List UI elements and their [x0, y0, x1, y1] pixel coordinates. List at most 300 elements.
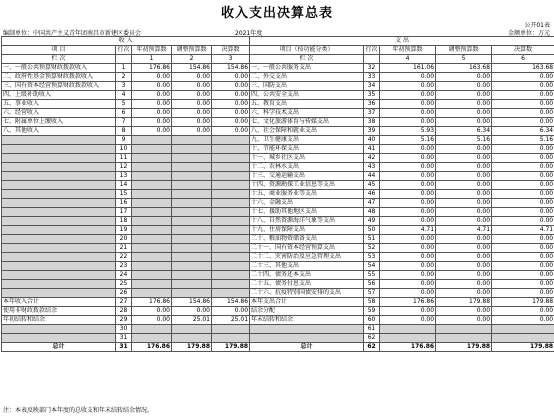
expense-row-no: 49: [364, 217, 380, 226]
expense-final: 0.00: [492, 235, 554, 244]
expense-initial: 0.00: [380, 316, 436, 325]
column-number: 4: [380, 55, 436, 64]
expense-adjusted: 0.00: [436, 262, 492, 271]
income-initial: 176.86: [132, 298, 172, 307]
income-initial: 0.00: [132, 82, 172, 91]
income-final: [212, 217, 250, 226]
column-number: 1: [132, 55, 172, 64]
table-row: [2, 91, 554, 100]
expense-initial: 176.86: [380, 343, 436, 352]
income-adjusted: [172, 253, 212, 262]
expense-item: 八、社会保障和就业支出: [250, 127, 364, 136]
expense-row-no: 33: [364, 73, 380, 82]
income-item: [2, 253, 116, 262]
expense-item: 年末结转和结余: [250, 316, 364, 325]
income-item: 总计: [2, 343, 116, 352]
expense-item: 十七、援助其他地区支出: [250, 208, 364, 217]
expense-row-no: 56: [364, 280, 380, 289]
expense-final: 0.00: [492, 145, 554, 154]
expense-initial: 0.00: [380, 208, 436, 217]
income-initial: [132, 334, 172, 343]
expense-final: 0.00: [492, 253, 554, 262]
expense-row-no: 61: [364, 325, 380, 334]
income-initial: [132, 181, 172, 190]
expense-adjusted: 5.16: [436, 136, 492, 145]
expense-item: 十、节能环保支出: [250, 145, 364, 154]
form-number: 公开01表: [524, 22, 550, 29]
income-item: [2, 154, 116, 163]
table-row: [2, 181, 554, 190]
income-item: [2, 289, 116, 298]
expense-initial: 5.93: [380, 127, 436, 136]
income-item: [2, 226, 116, 235]
expense-initial: 0.00: [380, 262, 436, 271]
income-final: 0.00: [212, 118, 250, 127]
table-row: [2, 199, 554, 208]
expense-item: 本年支出合计: [250, 298, 364, 307]
income-item: 本年收入合计: [2, 298, 116, 307]
income-item: 四、上级补助收入: [2, 91, 116, 100]
income-adjusted: [172, 172, 212, 181]
income-adjusted: [172, 325, 212, 334]
income-final: 154.86: [212, 298, 250, 307]
income-adjusted: [172, 271, 212, 280]
income-item: [2, 199, 116, 208]
table-row: [2, 289, 554, 298]
income-adjusted: [172, 199, 212, 208]
income-row-no: 28: [116, 307, 132, 316]
income-row-no: 17: [116, 208, 132, 217]
income-final: 25.01: [212, 316, 250, 325]
final-account-header: 决算数: [492, 46, 554, 55]
income-row-no: 22: [116, 253, 132, 262]
income-item: [2, 181, 116, 190]
income-initial: 0.00: [132, 100, 172, 109]
budget-table: [1, 36, 554, 352]
expense-item: 一、一般公共服务支出: [250, 64, 364, 73]
expense-final: 0.00: [492, 271, 554, 280]
income-initial: 0.00: [132, 73, 172, 82]
income-adjusted: 0.00: [172, 307, 212, 316]
expense-adjusted: 0.00: [436, 91, 492, 100]
income-row-no: 27: [116, 298, 132, 307]
expense-item: 七、文化旅游体育与传媒支出: [250, 118, 364, 127]
expense-initial: 0.00: [380, 253, 436, 262]
income-initial: [132, 145, 172, 154]
expense-final: 0.00: [492, 190, 554, 199]
income-row-no: 26: [116, 289, 132, 298]
income-final: [212, 145, 250, 154]
expense-adjusted: 0.00: [436, 289, 492, 298]
income-adjusted: [172, 280, 212, 289]
expense-adjusted: 0.00: [436, 190, 492, 199]
expense-row-no: 59: [364, 307, 380, 316]
income-header: 收 入: [2, 37, 250, 46]
expense-item: 十四、资源勘探工业信息等支出: [250, 181, 364, 190]
income-item: 二、政府性基金预算财政拨款收入: [2, 73, 116, 82]
income-row-no: 18: [116, 217, 132, 226]
column-number: 3: [212, 55, 250, 64]
expense-item: 二十二、灾害防治及应急管理支出: [250, 253, 364, 262]
income-row-no: 30: [116, 325, 132, 334]
table-row: [2, 253, 554, 262]
income-item: [2, 262, 116, 271]
row-no-header: 行次: [365, 46, 378, 53]
income-initial: [132, 172, 172, 181]
income-initial: [132, 253, 172, 262]
income-initial: [132, 235, 172, 244]
expense-row-no: 51: [364, 235, 380, 244]
expense-adjusted: 0.00: [436, 154, 492, 163]
expense-item: 二十四、债务还本支出: [250, 271, 364, 280]
expense-item-header: 项目（按功能分类）: [250, 46, 364, 55]
income-row-no: 10: [116, 145, 132, 154]
expense-adjusted: 0.00: [436, 172, 492, 181]
income-initial: [132, 271, 172, 280]
table-row: [2, 145, 554, 154]
expense-final: 6.34: [492, 127, 554, 136]
income-final: 0.00: [212, 82, 250, 91]
expense-final: 0.00: [492, 172, 554, 181]
income-row-no: 11: [116, 154, 132, 163]
expense-initial: 0.00: [380, 307, 436, 316]
income-row-no: 29: [116, 316, 132, 325]
expense-item: 二十一、国有资本经营预算支出: [250, 244, 364, 253]
expense-final: 0.00: [492, 217, 554, 226]
income-row-no: 3: [116, 82, 132, 91]
income-initial: [132, 208, 172, 217]
expense-row-no: 36: [364, 100, 380, 109]
expense-item: 二十三、其他支出: [250, 262, 364, 271]
expense-item: 十六、金融支出: [250, 199, 364, 208]
expense-adjusted: 4.71: [436, 226, 492, 235]
expense-final: 0.00: [492, 262, 554, 271]
expense-initial: 4.71: [380, 226, 436, 235]
income-initial: [132, 163, 172, 172]
income-final: [212, 154, 250, 163]
page-title: 收入支出决算总表: [220, 6, 333, 21]
expense-item: 结余分配: [250, 307, 364, 316]
income-initial: 0.00: [132, 118, 172, 127]
expense-row-no: 40: [364, 136, 380, 145]
expense-initial: 0.00: [380, 181, 436, 190]
expense-row-no: 54: [364, 262, 380, 271]
income-item: [2, 190, 116, 199]
table-row: [2, 190, 554, 199]
income-initial: [132, 199, 172, 208]
income-item: 一、一般公共预算财政拨款收入: [2, 64, 116, 73]
expense-initial: 0.00: [380, 172, 436, 181]
expense-adjusted: 0.00: [436, 163, 492, 172]
expense-row-no: 57: [364, 289, 380, 298]
income-row-no: 2: [116, 73, 132, 82]
expense-item: [250, 325, 364, 334]
income-final: [212, 172, 250, 181]
income-row-no: 31: [116, 334, 132, 343]
table-row: [2, 208, 554, 217]
income-adjusted: 154.86: [172, 64, 212, 73]
expense-adjusted: 179.88: [436, 298, 492, 307]
table-row: [2, 109, 554, 118]
income-adjusted: [172, 208, 212, 217]
expense-final: 0.00: [492, 109, 554, 118]
income-adjusted: [172, 217, 212, 226]
currency-unit: 金额单位：万元: [507, 30, 550, 37]
income-row-no: 23: [116, 262, 132, 271]
income-final: [212, 280, 250, 289]
expense-row-no: 60: [364, 316, 380, 325]
income-final: [212, 325, 250, 334]
column-label: 栏 次: [250, 55, 364, 64]
income-final: 0.00: [212, 127, 250, 136]
column-number: 5: [436, 55, 492, 64]
income-item: [2, 325, 116, 334]
table-row: [2, 217, 554, 226]
empty-cell: [116, 55, 132, 64]
expense-item: 二、外交支出: [250, 73, 364, 82]
income-row-no: 16: [116, 199, 132, 208]
income-row-no: 1: [116, 64, 132, 73]
income-item: [2, 163, 116, 172]
expense-final: 163.68: [492, 64, 554, 73]
income-final: [212, 163, 250, 172]
expense-item: 六、科学技术支出: [250, 109, 364, 118]
expense-row-no: 46: [364, 190, 380, 199]
expense-item: 十三、交通运输支出: [250, 172, 364, 181]
income-initial: [132, 154, 172, 163]
table-row: [2, 226, 554, 235]
expense-adjusted: 6.34: [436, 127, 492, 136]
initial-budget-header: 年初预算数: [380, 46, 436, 55]
expense-final: 0.00: [492, 100, 554, 109]
expense-row-no: 34: [364, 82, 380, 91]
expense-initial: 0.00: [380, 244, 436, 253]
expense-row-no: 43: [364, 163, 380, 172]
adjusted-budget-header: 调整预算数: [436, 46, 492, 55]
expense-adjusted: 0.00: [436, 253, 492, 262]
final-account-header: 决算数: [212, 46, 250, 55]
income-adjusted: [172, 244, 212, 253]
expense-final: 0.00: [492, 73, 554, 82]
expense-final: 0.00: [492, 280, 554, 289]
table-row: [2, 334, 554, 343]
expense-row-no: 53: [364, 253, 380, 262]
expense-row-no: 62: [364, 343, 380, 352]
expense-initial: [380, 325, 436, 334]
income-row-no: 24: [116, 271, 132, 280]
income-adjusted: 0.00: [172, 127, 212, 136]
fiscal-year: 2021年度: [235, 30, 263, 37]
expense-row-no: 35: [364, 91, 380, 100]
table-row: [2, 64, 554, 73]
expense-adjusted: [436, 325, 492, 334]
expense-adjusted: 0.00: [436, 109, 492, 118]
income-row-no: 6: [116, 109, 132, 118]
income-adjusted: [172, 334, 212, 343]
income-row-no: 4: [116, 91, 132, 100]
expense-final: [492, 334, 554, 343]
table-row: [2, 298, 554, 307]
income-initial: [132, 244, 172, 253]
income-initial: 176.86: [132, 343, 172, 352]
expense-item: 二十、粮油物资储备支出: [250, 235, 364, 244]
table-row: [2, 325, 554, 334]
expense-row-no: 41: [364, 145, 380, 154]
income-item: [2, 271, 116, 280]
expense-initial: 0.00: [380, 199, 436, 208]
expense-adjusted: 0.00: [436, 280, 492, 289]
expense-adjusted: 0.00: [436, 235, 492, 244]
income-adjusted: 0.00: [172, 73, 212, 82]
income-adjusted: 0.00: [172, 118, 212, 127]
table-row: [2, 316, 554, 325]
expense-final: 0.00: [492, 154, 554, 163]
expense-adjusted: 179.88: [436, 343, 492, 352]
income-adjusted: 0.00: [172, 109, 212, 118]
income-final: [212, 136, 250, 145]
expense-initial: 0.00: [380, 280, 436, 289]
expense-final: 179.88: [492, 343, 554, 352]
income-initial: [132, 280, 172, 289]
income-final: 154.86: [212, 64, 250, 73]
income-final: [212, 271, 250, 280]
income-row-no: 5: [116, 100, 132, 109]
income-item: 年初结转和结余: [2, 316, 116, 325]
expense-adjusted: 0.00: [436, 82, 492, 91]
expense-adjusted: 0.00: [436, 199, 492, 208]
income-final: [212, 190, 250, 199]
income-final: [212, 208, 250, 217]
income-initial: [132, 262, 172, 271]
expense-row-no: 52: [364, 244, 380, 253]
table-row: [2, 271, 554, 280]
table-row: [2, 127, 554, 136]
income-final: 0.00: [212, 73, 250, 82]
income-initial: 176.86: [132, 64, 172, 73]
income-final: [212, 226, 250, 235]
expense-row-no: 39: [364, 127, 380, 136]
income-final: [212, 334, 250, 343]
column-label: 栏 次: [2, 55, 116, 64]
income-initial: [132, 325, 172, 334]
expense-adjusted: 0.00: [436, 217, 492, 226]
income-row-no: 8: [116, 127, 132, 136]
expense-final: 0.00: [492, 307, 554, 316]
income-adjusted: [172, 190, 212, 199]
expense-row-no: 48: [364, 208, 380, 217]
income-item: 六、经营收入: [2, 109, 116, 118]
column-number: 6: [492, 55, 554, 64]
income-item: [2, 208, 116, 217]
income-initial: 0.00: [132, 316, 172, 325]
income-initial: [132, 217, 172, 226]
expense-initial: 161.06: [380, 64, 436, 73]
income-item: [2, 244, 116, 253]
income-item: 七、附属单位上缴收入: [2, 118, 116, 127]
expense-adjusted: [436, 334, 492, 343]
expense-initial: 0.00: [380, 91, 436, 100]
expense-header: 支 出: [250, 37, 554, 46]
expense-item: 四、公共安全支出: [250, 91, 364, 100]
table-row: [2, 118, 554, 127]
income-final: 0.00: [212, 91, 250, 100]
expense-item: 十一、城乡社区支出: [250, 154, 364, 163]
expense-adjusted: 0.00: [436, 73, 492, 82]
column-number: 2: [172, 55, 212, 64]
income-final: 0.00: [212, 307, 250, 316]
table-row: [2, 100, 554, 109]
expense-initial: 0.00: [380, 235, 436, 244]
table-row: [2, 136, 554, 145]
table-row: [2, 163, 554, 172]
expense-final: 0.00: [492, 163, 554, 172]
table-row: [2, 82, 554, 91]
expense-item: 十五、商业服务业等支出: [250, 190, 364, 199]
expense-item: 总计: [250, 343, 364, 352]
income-item: [2, 235, 116, 244]
expense-row-no: 44: [364, 172, 380, 181]
income-row-no: 25: [116, 280, 132, 289]
expense-item: [250, 334, 364, 343]
income-row-no: 20: [116, 235, 132, 244]
expense-adjusted: 0.00: [436, 181, 492, 190]
compiling-unit: 编制单位：中国共产主义青年团南昌市新建区委员会: [3, 30, 142, 37]
expense-final: 0.00: [492, 289, 554, 298]
expense-adjusted: 0.00: [436, 118, 492, 127]
income-initial: 0.00: [132, 127, 172, 136]
expense-row-no: 47: [364, 199, 380, 208]
expense-item: 十二、农林水支出: [250, 163, 364, 172]
expense-final: 0.00: [492, 91, 554, 100]
expense-final: 0.00: [492, 82, 554, 91]
income-adjusted: [172, 136, 212, 145]
table-row: [2, 73, 554, 82]
income-row-no: 7: [116, 118, 132, 127]
expense-final: 0.00: [492, 181, 554, 190]
footnote: 注：本表反映部门本年度的总收支和年末结转结余情况。: [3, 407, 154, 414]
expense-row-no: 50: [364, 226, 380, 235]
expense-item: 九、卫生健康支出: [250, 136, 364, 145]
expense-item: 二十五、债务付息支出: [250, 280, 364, 289]
income-adjusted: 0.00: [172, 91, 212, 100]
expense-final: 4.71: [492, 226, 554, 235]
income-final: [212, 181, 250, 190]
expense-final: 0.00: [492, 244, 554, 253]
expense-initial: 0.00: [380, 271, 436, 280]
expense-final: 0.00: [492, 316, 554, 325]
income-final: 179.88: [212, 343, 250, 352]
expense-initial: 0.00: [380, 289, 436, 298]
income-adjusted: [172, 181, 212, 190]
income-adjusted: [172, 235, 212, 244]
income-adjusted: [172, 262, 212, 271]
income-adjusted: 179.88: [172, 343, 212, 352]
income-row-no: 12: [116, 163, 132, 172]
income-item: [2, 136, 116, 145]
income-item: 三、国有资本经营预算财政拨款收入: [2, 82, 116, 91]
expense-final: 179.88: [492, 298, 554, 307]
income-item-header: 项 目: [2, 46, 116, 55]
expense-adjusted: 0.00: [436, 244, 492, 253]
expense-adjusted: 0.00: [436, 208, 492, 217]
expense-initial: 0.00: [380, 118, 436, 127]
income-row-no: 31: [116, 343, 132, 352]
expense-initial: 176.86: [380, 298, 436, 307]
income-row-no: 19: [116, 226, 132, 235]
expense-adjusted: 0.00: [436, 100, 492, 109]
income-item: 五、事业收入: [2, 100, 116, 109]
income-adjusted: [172, 289, 212, 298]
